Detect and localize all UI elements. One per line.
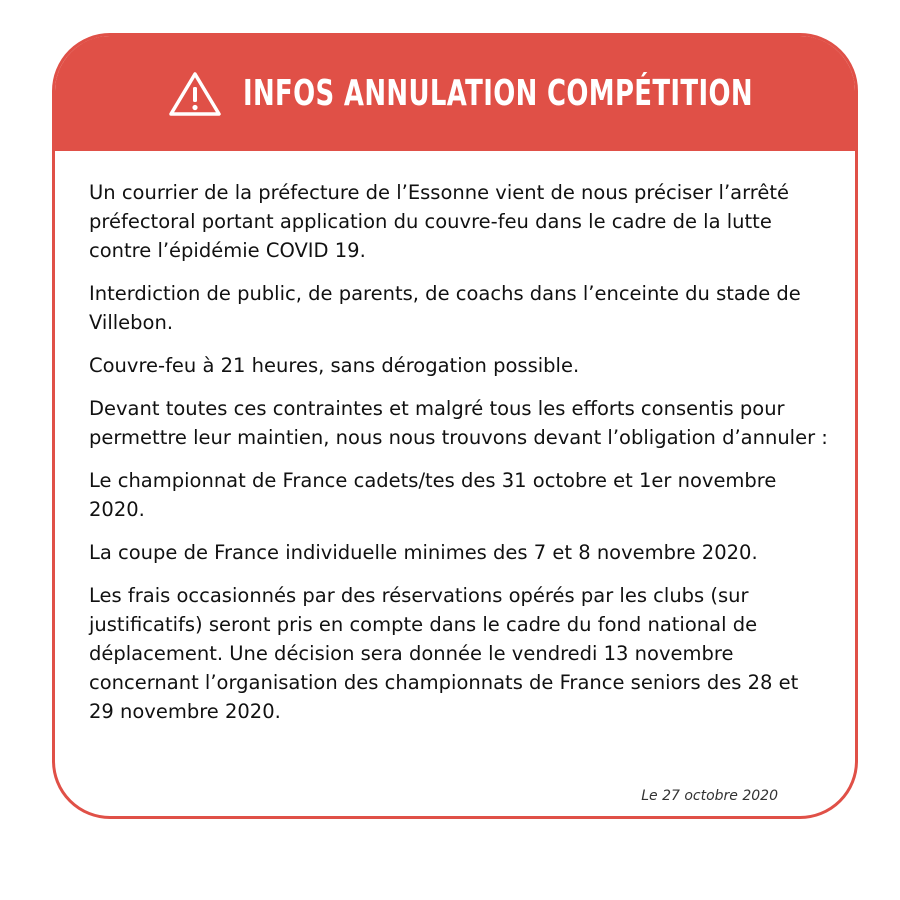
paragraph-cancellation-intro: Devant toutes ces contraintes et malgré tous les efforts consentis pour permettre leur maintien, nous nous trouvons devant l’obligation d’annuler : — [89, 397, 828, 449]
paragraph-prefecture-letter: Un courrier de la préfecture de l’Essonne vient de nous préciser l’arrêté préfectoral portant application du couvre-feu dans le cadre de la lutte contre l’épidémie COVID 19. — [89, 181, 789, 262]
announcement-date: Le 27 octobre 2020 — [641, 788, 778, 804]
header-inner — [167, 69, 753, 119]
paragraph-curfew: Couvre-feu à 21 heures, sans dérogation possible. — [89, 354, 580, 377]
warning-icon — [167, 69, 223, 119]
announcement-title: INFOS ANNULATION COMPÉTITION — [243, 73, 753, 114]
paragraph-fees: Les frais occasionnés par des réservations opérés par les clubs (sur justificatifs) seront pris en compte dans le cadre du fond national de déplacement. Une décision sera donnée le vendredi 13 novembre concernant l’organisation des championnats de France seniors des 28 et 29 novembre 2020. — [89, 584, 799, 723]
paragraph-cadets-championship: Le championnat de France cadets/tes des 31 octobre et 1er novembre 2020. — [89, 469, 777, 521]
announcement-card — [52, 33, 858, 819]
announcement-header — [55, 36, 855, 151]
paragraph-minimes-cup: La coupe de France individuelle minimes des 7 et 8 novembre 2020. — [89, 541, 758, 564]
paragraph-no-public: Interdiction de public, de parents, de coachs dans l’enceinte du stade de Villebon. — [89, 282, 801, 334]
announcement-body — [89, 178, 829, 740]
